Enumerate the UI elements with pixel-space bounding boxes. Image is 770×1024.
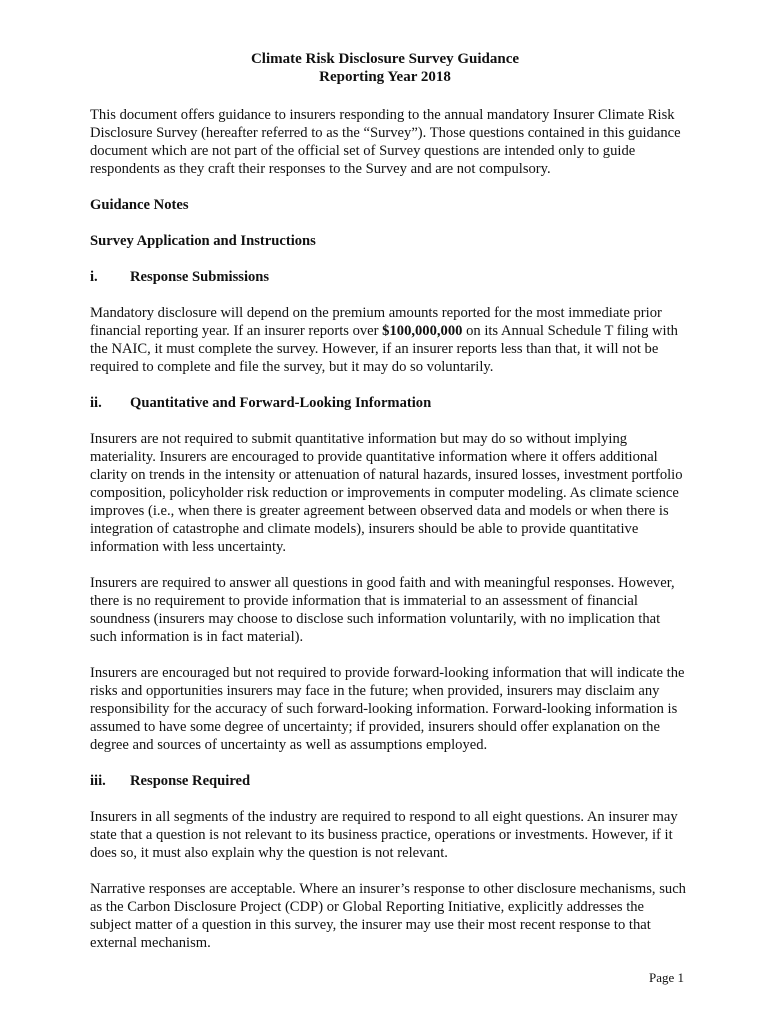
document-body xyxy=(90,106,686,970)
section-heading-iii xyxy=(90,772,686,790)
page-number: Page 1 xyxy=(648,970,684,985)
title-line-1: Climate Risk Disclosure Survey Guidance xyxy=(250,51,520,67)
section-title: Response Submissions xyxy=(130,269,270,285)
title-line-2: Reporting Year 2018 xyxy=(319,69,451,85)
section-heading-i xyxy=(90,268,686,286)
section-number: iii. xyxy=(90,773,106,789)
document-title xyxy=(0,50,770,86)
text-run: Mandatory disclosure will depend on the premium amounts reported for the most immediate prior financial reporting year. If an insurer reports over xyxy=(90,305,662,339)
survey-application-heading: Survey Application and Instructions xyxy=(90,233,316,249)
premium-threshold: $100,000,000 xyxy=(382,323,463,339)
body-paragraph: Insurers are required to answer all questions in good faith and with meaningful responses. However, there is no requirement to provide information that is immaterial to an assessment of financial soundness (insurers may choose to disclose such information voluntarily, with no implication that such information is in fact material). xyxy=(90,575,675,645)
intro-paragraph: This document offers guidance to insurers responding to the annual mandatory Insurer Climate Risk Disclosure Survey (hereafter referred to as the “Survey”). Those questions contained in this guidance document which are not part of the official set of Survey questions are intended only to guide respondents as they craft their responses to the Survey and are not compulsory. xyxy=(90,107,681,177)
section-title: Response Required xyxy=(130,773,251,789)
section-number: i. xyxy=(90,269,98,285)
section-title: Quantitative and Forward-Looking Information xyxy=(130,395,432,411)
body-paragraph: Insurers in all segments of the industry are required to respond to all eight questions. An insurer may state that a question is not relevant to its business practice, operations or investments. However, if it does so, it must also explain why the question is not relevant. xyxy=(90,809,678,861)
body-paragraph: Insurers are not required to submit quantitative information but may do so without implying materiality. Insurers are encouraged to provide quantitative information where it offers additional clarity on trends in the intensity or attenuation of natural hazards, insured losses, investment portfolio composition, policyholder risk reduction or improvements in computer modeling. As climate science improves (i.e., when there is greater agreement between observed data and models or when there is integration of catastrophe and climate models), insurers should be able to provide quantitative information with less uncertainty. xyxy=(90,431,683,555)
section-heading-ii xyxy=(90,394,686,412)
guidance-notes-heading: Guidance Notes xyxy=(90,197,189,213)
text-run: on its Annual Schedule T filing with the NAIC, it must complete the survey. However, if an insurer reports less than that, it will not be required to complete and file the survey, but it may do so voluntarily. xyxy=(90,323,678,375)
body-paragraph: Insurers are encouraged but not required to provide forward-looking information that will indicate the risks and opportunities insurers may face in the future; when provided, insurers may disclaim any responsibility for the accuracy of such forward-looking information. Forward-looking information is assumed to have some degree of uncertainty; if provided, insurers should offer explanation on the degree and sources of uncertainty as well as assumptions employed. xyxy=(90,665,685,753)
body-paragraph: Narrative responses are acceptable. Where an insurer’s response to other disclosure mechanisms, such as the Carbon Disclosure Project (CDP) or Global Reporting Initiative, explicitly addresses the subject matter of a question in this survey, the insurer may use their most recent response to that external mechanism. xyxy=(90,881,686,951)
section-number: ii. xyxy=(90,395,102,411)
response-submissions-paragraph xyxy=(90,304,686,376)
